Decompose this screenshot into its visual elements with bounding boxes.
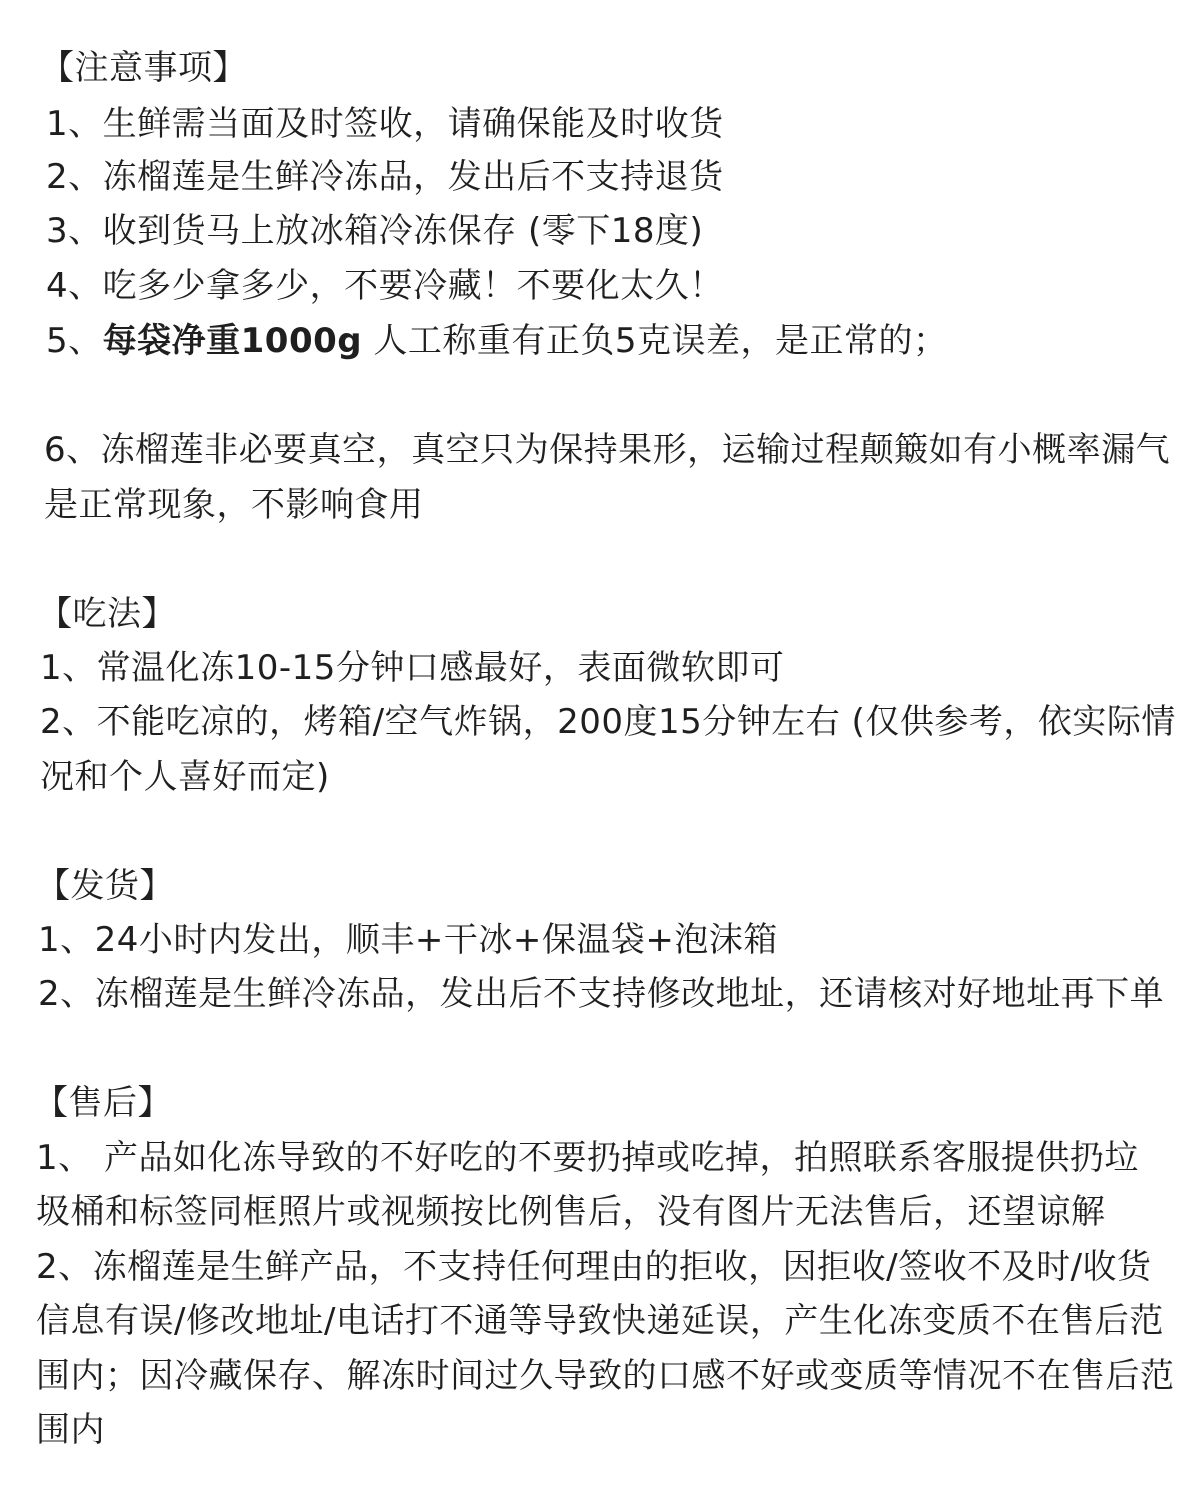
eating-item-2-line-2: 况和个人喜好而定) [40, 757, 330, 797]
aftersale-item-2-line-2: 信息有误/修改地址/电话打不通等导致快递延误，产生化冻变质不在售后范 [36, 1301, 1164, 1341]
notice-item-4: 4、吃多少拿多少，不要冷藏！不要化太久！ [46, 266, 724, 306]
notice-item-2: 2、冻榴莲是生鲜冷冻品，发出后不支持退货 [46, 157, 724, 197]
eating-heading: 【吃法】 [38, 594, 176, 634]
aftersale-item-2-line-4: 围内 [36, 1410, 105, 1450]
notice-item-5-weight: 每袋净重1000g [102, 321, 363, 361]
notice-item-3: 3、收到货马上放冰箱冷冻保存 (零下18度) [46, 211, 704, 251]
aftersale-item-1-line-1: 1、 产品如化冻导致的不好吃的不要扔掉或吃掉，拍照联系客服提供扔垃 [36, 1138, 1139, 1178]
notice-item-6-line-2: 是正常现象，不影响食用 [44, 485, 424, 525]
shipping-item-1: 1、24小时内发出，顺丰+干冰+保温袋+泡沫箱 [38, 920, 778, 960]
eating-item-1: 1、常温化冻10-15分钟口感最好，表面微软即可 [40, 648, 785, 688]
eating-item-2-line-1: 2、不能吃凉的，烤箱/空气炸锅，200度15分钟左右 (仅供参考，依实际情 [40, 702, 1176, 742]
notice-item-1: 1、生鲜需当面及时签收，请确保能及时收货 [46, 104, 724, 144]
notice-item-5-rest: 人工称重有正负5克误差，是正常的； [362, 321, 948, 361]
notice-item-5 [46, 321, 948, 361]
aftersale-item-2-line-1: 2、冻榴莲是生鲜产品，不支持任何理由的拒收，因拒收/签收不及时/收货 [36, 1247, 1152, 1287]
notice-heading: 【注意事项】 [40, 48, 247, 88]
aftersale-item-1-line-2: 圾桶和标签同框照片或视频按比例售后，没有图片无法售后，还望谅解 [36, 1192, 1106, 1232]
notice-item-5-prefix: 5、 [46, 321, 103, 361]
notice-item-6-line-1: 6、冻榴莲非必要真空，真空只为保持果形，运输过程颠簸如有小概率漏气 [44, 430, 1171, 470]
shipping-heading: 【发货】 [36, 866, 174, 906]
shipping-item-2: 2、冻榴莲是生鲜冷冻品，发出后不支持修改地址，还请核对好地址再下单 [38, 974, 1165, 1014]
aftersale-heading: 【售后】 [34, 1083, 172, 1123]
aftersale-item-2-line-3: 围内；因冷藏保存、解冻时间过久导致的口感不好或变质等情况不在售后范 [36, 1356, 1175, 1396]
